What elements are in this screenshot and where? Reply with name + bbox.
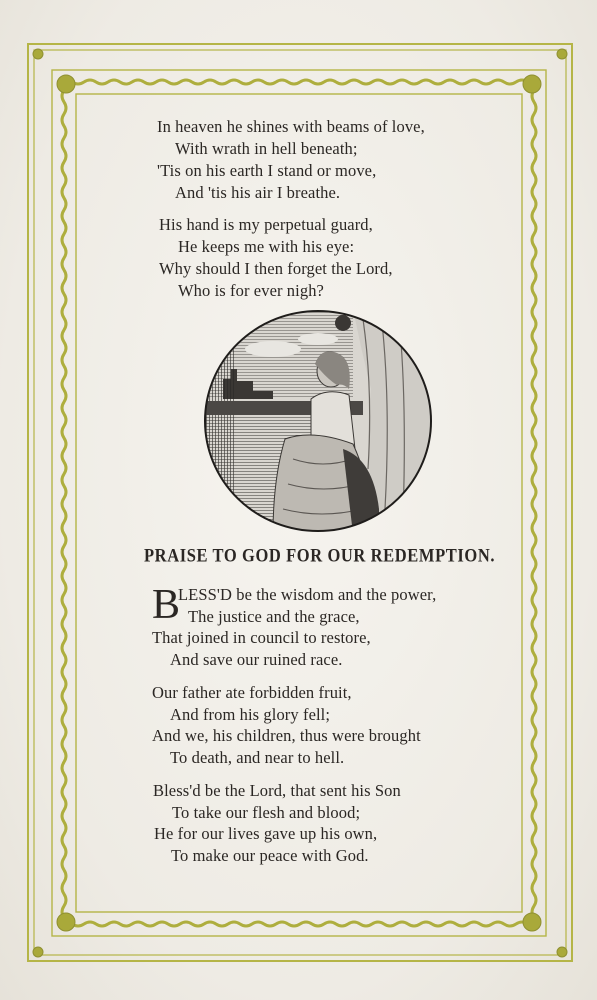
hymn-line: That joined in council to restore, xyxy=(152,628,371,647)
hymn-line: And from his glory fell; xyxy=(170,705,331,724)
poem-line: And 'tis his air I breathe. xyxy=(175,183,341,202)
engraving-illustration xyxy=(203,309,433,534)
poem-line: Who is for ever nigh? xyxy=(178,281,324,300)
hymn-line: Bless'd be the Lord, that sent his Son xyxy=(153,781,401,800)
poem-line: 'Tis on his earth I stand or move, xyxy=(157,161,377,180)
hymn-line: To make our peace with God. xyxy=(171,846,369,865)
hymn-line: To take our flesh and blood; xyxy=(172,803,361,822)
hymn-line: The justice and the grace, xyxy=(188,607,360,626)
hymn-line: And we, his children, thus were brought xyxy=(152,726,421,745)
poem-line: He keeps me with his eye: xyxy=(178,237,355,256)
hymn-title: PRAISE TO GOD FOR OUR REDEMPTION. xyxy=(144,544,496,566)
hymn-line: Our father ate forbidden fruit, xyxy=(152,683,352,702)
hymn-line: And save our ruined race. xyxy=(170,650,343,669)
poem-line: Why should I then forget the Lord, xyxy=(159,259,393,278)
poem-line: In heaven he shines with beams of love, xyxy=(157,117,425,136)
hymn-line: LESS'D be the wisdom and the power, xyxy=(178,585,437,604)
poem-line: With wrath in hell beneath; xyxy=(175,139,358,158)
hymn-line: To death, and near to hell. xyxy=(170,748,345,767)
poem-line: His hand is my perpetual guard, xyxy=(159,215,373,234)
drop-cap: B xyxy=(152,582,181,628)
hymn-line: He for our lives gave up his own, xyxy=(154,824,378,843)
